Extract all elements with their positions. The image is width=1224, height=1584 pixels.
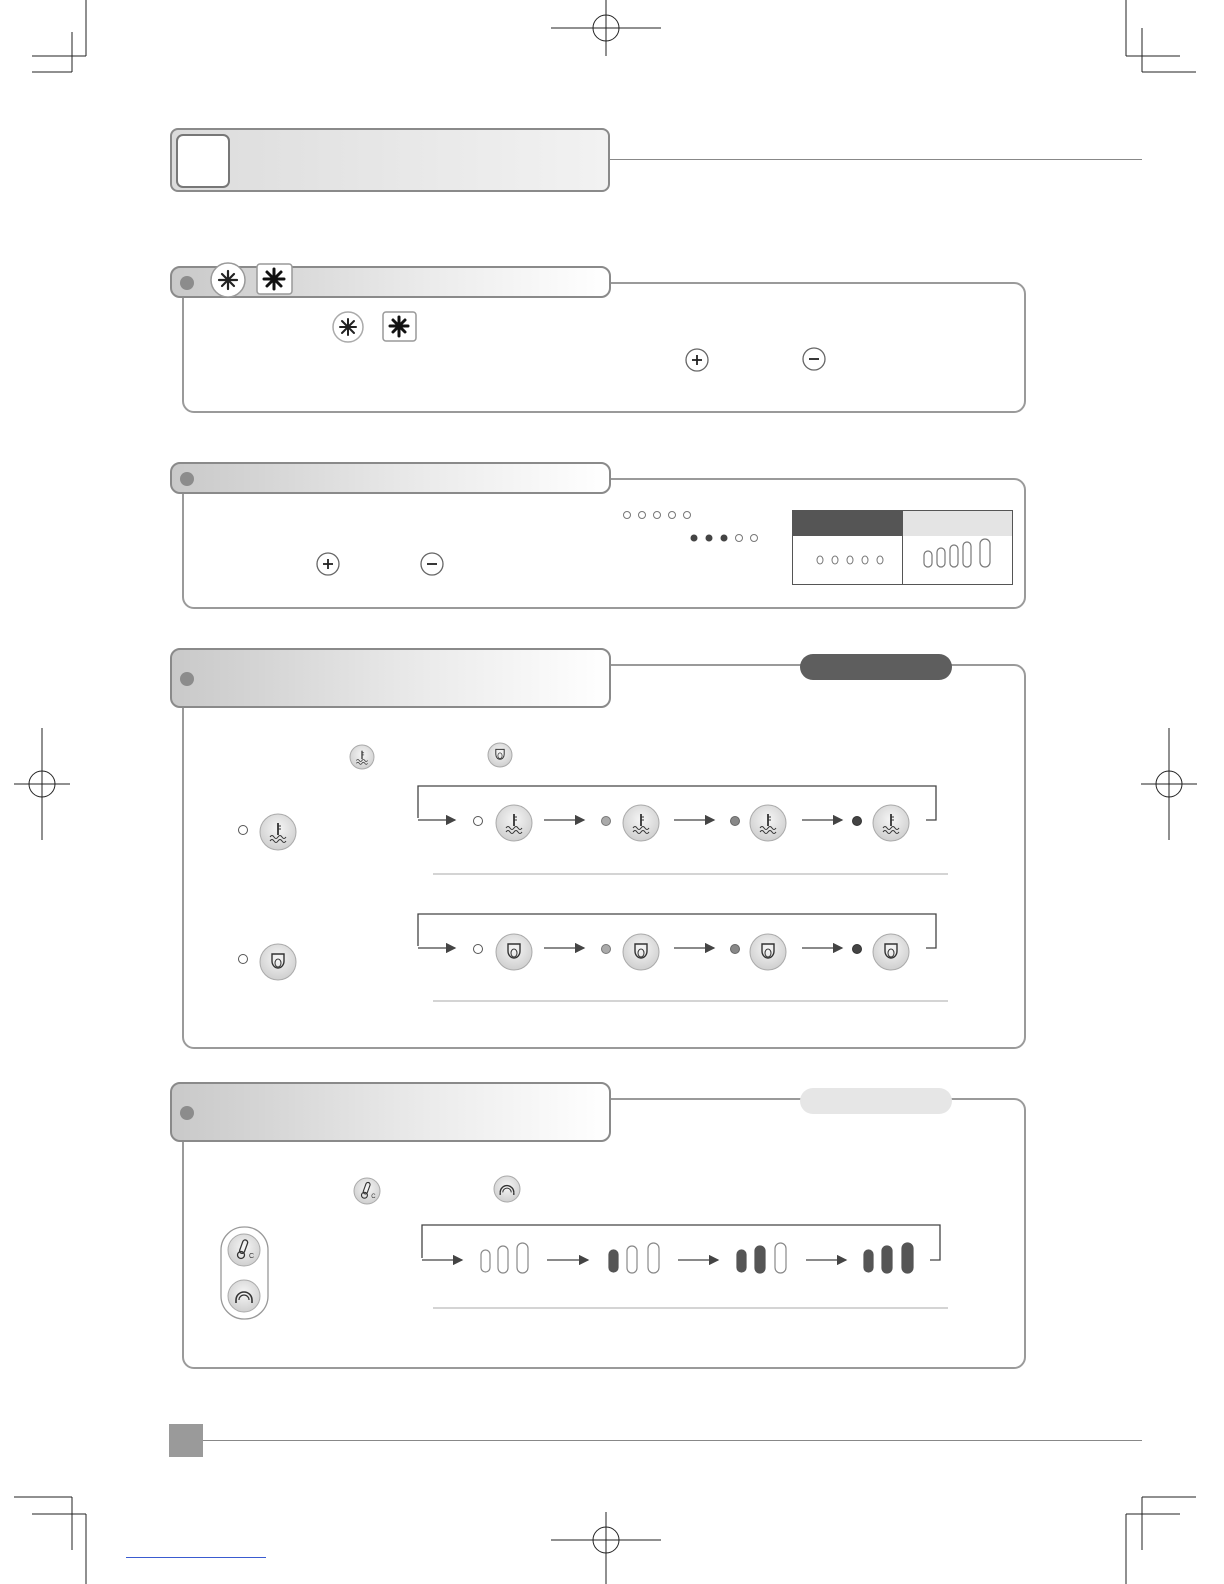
- bar-level-2: [737, 1243, 786, 1273]
- dryer-icon: [494, 1176, 520, 1202]
- bar-level-0: [481, 1243, 528, 1273]
- warm-air-graphics: C: [0, 0, 1224, 1584]
- air-temp-icon: [228, 1234, 260, 1266]
- bar-level-1: [609, 1243, 659, 1273]
- bar-level-3: [864, 1243, 913, 1273]
- page-number-box: [169, 1424, 203, 1457]
- footer-rule: [203, 1440, 1142, 1441]
- air-temp-icon: [354, 1178, 380, 1204]
- footer-link-underline: [126, 1557, 266, 1558]
- dryer-icon: [228, 1280, 260, 1312]
- cycle-loop-line: [422, 1225, 940, 1260]
